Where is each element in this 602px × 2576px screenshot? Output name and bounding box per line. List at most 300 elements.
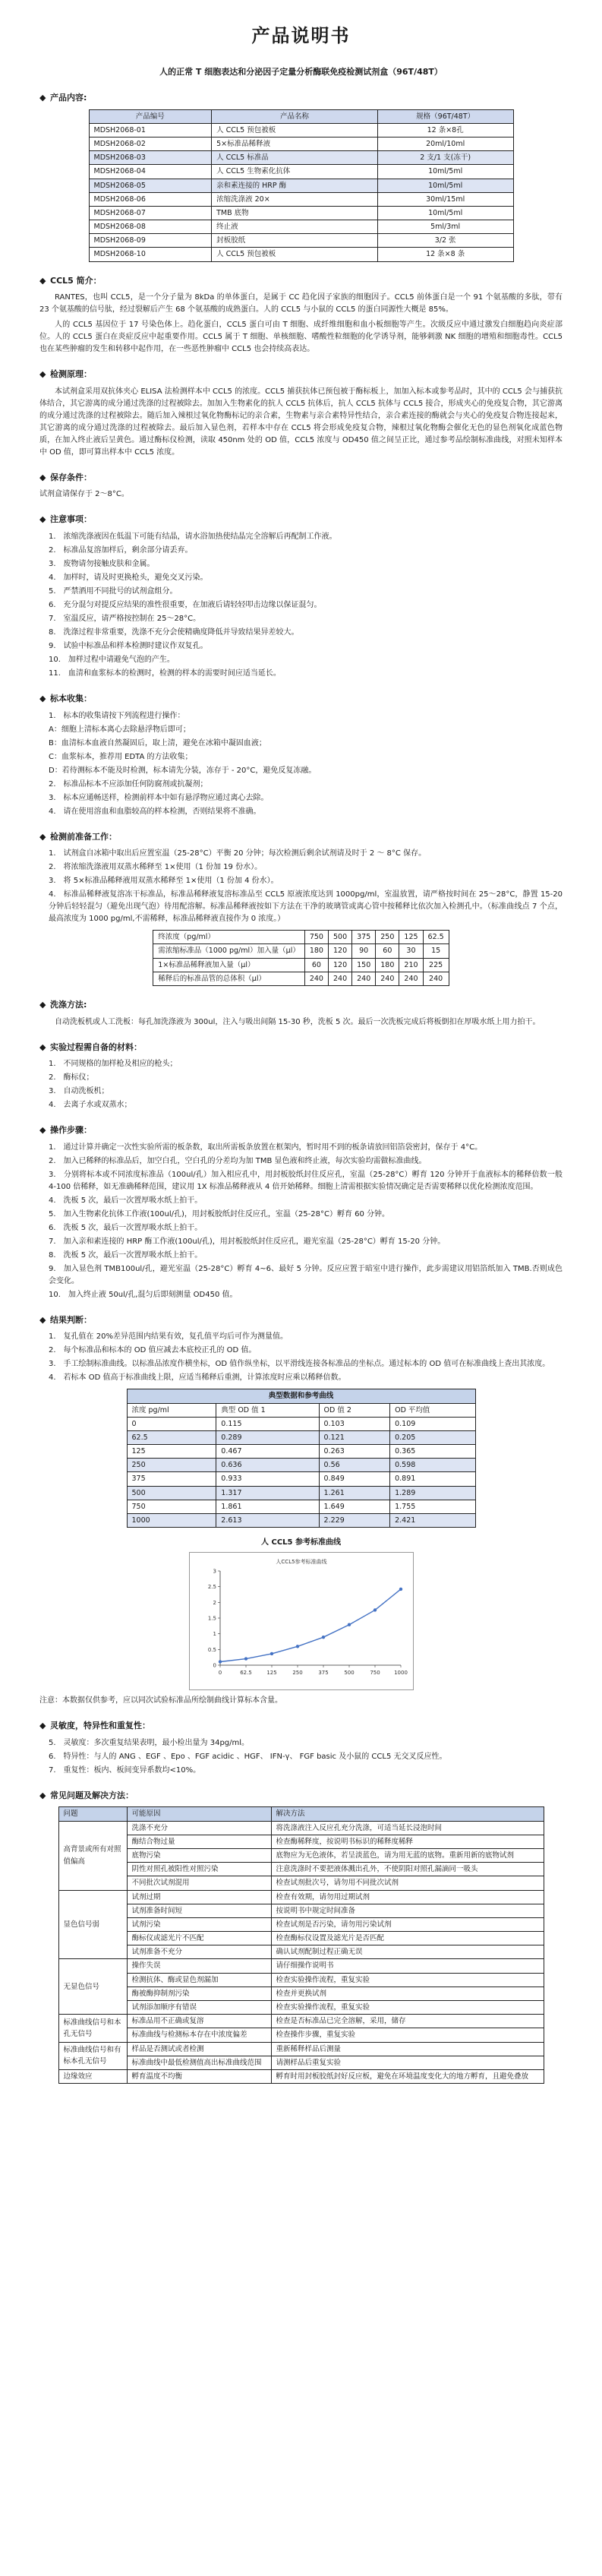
table-row	[127, 1430, 475, 1444]
table-header: 规格（96T/48T）	[377, 109, 513, 123]
intro-paragraph: RANTES，也叫 CCL5，是一个分子量为 8kDa 的单体蛋白，是属于 CC 趋化因子家族的细胞因子。CCL5 前体蛋白是一个 91 个氨基酸的多肽，带有 23 个氨基酸的信号肽，经过裂解后产生 68 个氨基酸的成熟蛋白。人的 CCL5 与小鼠的 CCL5 的蛋白同源性大概是 85%。	[39, 293, 563, 314]
list-item: 11. 血清和血浆标本的检测时，检测的样本的需要时间应适当延长。	[49, 669, 281, 678]
intro-heading: ◆ CCL5 简介：	[39, 274, 563, 288]
table-cell: 2 支/1 支(冻干)	[377, 151, 513, 165]
troubleshooting-table	[58, 1806, 544, 2084]
table-header: OD 值 2	[319, 1403, 390, 1417]
components-table	[89, 109, 514, 262]
table-cell: 225	[423, 958, 449, 972]
table-cell: 人 CCL5 标准品	[212, 151, 378, 165]
table-cell: 0.115	[216, 1417, 319, 1430]
table-cell: 0.289	[216, 1430, 319, 1444]
list-item: 3. 自动洗板机；	[49, 1087, 109, 1096]
diamond-bullet-icon: ◆	[39, 1125, 46, 1136]
table-row	[89, 234, 513, 248]
cautions-list	[39, 531, 563, 680]
cautions-heading: ◆ 注意事项：	[39, 513, 563, 526]
table-header: 750	[304, 931, 328, 944]
table-cell: 240	[352, 972, 376, 985]
list-item: 4. 去离子水或双蒸水；	[49, 1101, 132, 1110]
table-row	[127, 1486, 475, 1500]
storage-text: 试剂盒请保存于 2～8°C。	[39, 490, 129, 499]
specs-list	[39, 1737, 563, 1777]
sample-heading: ◆ 标本收集：	[39, 692, 563, 706]
table-row	[89, 179, 513, 192]
list-item: 9. 试验中标准品和样本检测时建议作双复孔。	[49, 642, 208, 651]
diamond-bullet-icon: ◆	[39, 1790, 46, 1800]
x-tick-label: 500	[343, 1670, 355, 1677]
table-cell: 240	[304, 972, 328, 985]
table-header: 浓度 pg/ml	[127, 1403, 216, 1417]
table-cell: 0.205	[390, 1430, 475, 1444]
table-header: 产品名称	[212, 109, 378, 123]
list-item: D：若待测标本不能及时检测，标本请先分装，冻存于 - 20°C，避免反复冻融。	[49, 766, 317, 775]
x-tick-label: 1000	[393, 1670, 408, 1677]
table-header: 解决方法	[271, 1807, 544, 1821]
solution-cell: 检查并更换试剂	[271, 1987, 544, 2000]
list-item: 2. 标准品复溶加样后，剩余部分请丢弃。	[49, 546, 193, 555]
standard-curve-figure	[39, 1537, 563, 1690]
table-header: 产品编号	[89, 109, 212, 123]
table-row	[58, 1890, 544, 1904]
table-row	[153, 958, 449, 972]
list-item: 3. 分别将标本或不同浓度标准品（100ul/孔）加入相应孔中，用封板胶纸封住反应孔，室温（25-28°C）孵育 120 分钟开于血液标本的稀释倍数一般 4-100 倍稀释，如无准确稀释范围，建议用 1X 标准品稀释液从 4 倍开始稀释。细胞上清需根据实验情况确定是否需要稀释以优化检测浓度范围。	[49, 1170, 563, 1191]
table-row	[89, 123, 513, 137]
list-item: 4. 洗板 5 次，最后一次置厚吸水纸上拍干。	[49, 1196, 203, 1205]
table-cell: 稀释后的标准品管的总体积（μl）	[153, 972, 305, 985]
problem-cell: 高背景或所有对照值偏高	[58, 1821, 127, 1890]
table-cell: 240	[399, 972, 423, 985]
table-row	[89, 192, 513, 206]
table-cell: MDSH2068-05	[89, 179, 212, 192]
list-item: 5. 灵敏度：多次重复结果表明，最小检出量为 34pg/ml。	[49, 1738, 250, 1747]
table-cell: MDSH2068-06	[89, 192, 212, 206]
table-cell: 20ml/10ml	[377, 137, 513, 150]
problem-cell: 无显色信号	[58, 1959, 127, 2015]
table-cell: 0.263	[319, 1445, 390, 1459]
table-cell: MDSH2068-04	[89, 165, 212, 179]
cause-cell: 试剂添加顺序有错误	[127, 2001, 271, 2015]
table-row	[58, 1876, 544, 1890]
table-row	[58, 1932, 544, 1945]
table-cell: 30	[399, 944, 423, 958]
solution-cell: 检查试剂批次号，请勿用不同批次试剂	[271, 1876, 544, 1890]
table-cell: 210	[399, 958, 423, 972]
list-item: 3. 将 5×标准品稀释液用双蒸水稀释至 1×使用（1 份加 4 份水）。	[49, 877, 279, 886]
y-tick-label: 1	[213, 1631, 216, 1638]
results-list	[39, 1331, 563, 1384]
table-cell: 120	[328, 958, 351, 972]
table-cell: 10ml/5ml	[377, 206, 513, 220]
x-tick-label: 250	[292, 1670, 303, 1677]
list-item: B：血清标本血液自然凝固后，取上清，避免在冰箱中凝固血液；	[49, 738, 266, 748]
list-item: 7. 重复性：板内、板间变异系数均<10%。	[49, 1765, 201, 1775]
y-tick-label: 3	[213, 1568, 216, 1575]
table-cell: 封板胶纸	[212, 234, 378, 248]
document-title: 产品说明书	[251, 25, 351, 46]
list-item: A：细胞上清标本离心去除悬浮物后即可；	[49, 725, 191, 734]
cause-cell: 试剂准备时间短	[127, 1904, 271, 1917]
table-cell: 2.229	[319, 1514, 390, 1528]
table-cell: 125	[127, 1445, 216, 1459]
wash-text: 自动洗板机或人工洗板：每孔加洗涤液为 300ul，注入与吸出间隔 15-30 秒，洗板 5 次。最后一次洗板完成后将板倒扣在厚吸水纸上用力拍干。	[55, 1017, 541, 1026]
table-cell: 0.636	[216, 1459, 319, 1472]
table-cell: 120	[328, 944, 351, 958]
dilution-table	[153, 930, 449, 986]
y-tick-label: 0	[213, 1662, 216, 1669]
problem-cell: 边缘效应	[58, 2069, 127, 2083]
solution-cell: 检查操作步骤，重复实验	[271, 2028, 544, 2042]
problem-cell: 显色信号弱	[58, 1890, 127, 1959]
list-item: 5. 加入生物素化抗体工作液(100ul/孔)，用封板胶纸封住反应孔，室温（25-28°C）孵育 60 分钟。	[49, 1209, 390, 1218]
list-item: 4. 若标本 OD 值高于标准曲线上限，应适当稀释后重测，计算浓度时应乘以稀释倍数。	[49, 1373, 346, 1383]
data-point	[347, 1623, 350, 1626]
diamond-bullet-icon: ◆	[39, 999, 46, 1010]
table-cell: 0.109	[390, 1417, 475, 1430]
table-cell: 1.289	[390, 1486, 475, 1500]
table-row	[58, 2042, 544, 2056]
table-row	[58, 2028, 544, 2042]
cause-cell: 检测抗体、酶或显色剂漏加	[127, 1973, 271, 1987]
cause-cell: 标准曲线与检测标本存在中浓度偏差	[127, 2028, 271, 2042]
table-cell: 3/2 张	[377, 234, 513, 248]
principle-heading: ◆ 检测原理：	[39, 368, 563, 381]
table-cell: 0.891	[390, 1472, 475, 1486]
list-item: 4. 标准品稀释液复溶冻干标准品，标准品稀释液复溶标准品至 CCL5 原液浓度达到 1000pg/ml，室温放置，请严格按时间在 25～28°C，静置 15-20 分钟后轻轻混匀（避免出现气泡）待用配溶解。标准品稀释液按如下方法在干净的玻璃管或离心管中按稀释比依次加入检测孔中。（标准曲线点 7 个点，最高浓度为 1000 pg/ml,不需稀释，标准品稀释液直接作为 0 浓度。）	[49, 890, 563, 924]
y-tick-label: 2.5	[207, 1584, 216, 1591]
table-row	[58, 2056, 544, 2069]
table-header: 典型 OD 值 1	[216, 1403, 319, 1417]
problem-cell: 标准曲线信号和有标本孔无信号	[58, 2042, 127, 2069]
table-cell: 0	[127, 1417, 216, 1430]
diamond-bullet-icon: ◆	[39, 369, 46, 380]
cause-cell: 操作失误	[127, 1959, 271, 1973]
solution-cell: 底物应为无色液体，若呈淡蓝色，请为用无蓝的底物。重新用新的底物试剂	[271, 1848, 544, 1862]
table-cell: 2.613	[216, 1514, 319, 1528]
table-cell: 90	[352, 944, 376, 958]
list-item: 4. 请在使用溶血和血脂较高的样本检测，否则结果将不准确。	[49, 807, 261, 816]
table-cell: 0.598	[390, 1459, 475, 1472]
table-cell: MDSH2068-08	[89, 220, 212, 234]
list-item: 1. 试剂盒自冰箱中取出后应置室温（25-28°C）平衡 20 分钟；每次检测后剩余试剂请及时于 2 ～ 8°C 保存。	[49, 849, 427, 858]
diamond-bullet-icon: ◆	[39, 1041, 46, 1052]
table-cell: 5×标准品稀释液	[212, 137, 378, 150]
list-item: 7. 室温反应，请严格按控制在 25～28°C。	[49, 615, 201, 624]
cause-cell: 阴性对照孔被阳性对照污染	[127, 1863, 271, 1876]
table-row	[58, 2001, 544, 2015]
table-row	[127, 1417, 475, 1430]
table-cell: 人 CCL5 预包被板	[212, 248, 378, 261]
cause-cell: 底物污染	[127, 1848, 271, 1862]
procedure-list	[39, 1142, 563, 1301]
table-cell: 亲和素连接的 HRP 酶	[212, 179, 378, 192]
table-cell: 1×标准品稀释液加入量（μl）	[153, 958, 305, 972]
table-cell: 15	[423, 944, 449, 958]
table-cell: 240	[328, 972, 351, 985]
table-row	[58, 1863, 544, 1876]
list-item: 2. 标准品标本不应添加任何防腐剂或抗凝剂；	[49, 779, 208, 789]
prep-heading: ◆ 检测前准备工作：	[39, 830, 563, 844]
table-cell: 终止液	[212, 220, 378, 234]
table-cell: 12 条×8 条	[377, 248, 513, 261]
list-item: 10. 加样过程中请避免气泡的产生。	[49, 656, 175, 665]
specs-heading: ◆ 灵敏度，特异性和重复性：	[39, 1719, 563, 1733]
sample-list	[39, 710, 563, 818]
solution-cell: 请仔细操作说明书	[271, 1959, 544, 1973]
x-tick-label: 375	[317, 1670, 329, 1677]
product-subtitle: 人的正常 T 细胞表达和分泌因子定量分析酶联免疫检测试剂盒（96T/48T）	[159, 67, 443, 77]
table-cell: 2.421	[390, 1514, 475, 1528]
x-tick-label: 750	[369, 1670, 380, 1677]
solution-cell: 检查实验操作流程，重复实验	[271, 2001, 544, 2015]
table-cell: 180	[304, 944, 328, 958]
cause-cell: 不同批次试剂混用	[127, 1876, 271, 1890]
wash-heading: ◆ 洗涤方法:	[39, 998, 563, 1012]
x-tick-label: 125	[266, 1670, 277, 1677]
chart-frame	[189, 1552, 414, 1690]
table-header: 375	[352, 931, 376, 944]
table-row	[58, 1904, 544, 1917]
data-point	[373, 1608, 376, 1611]
table-header: 问题	[58, 1807, 127, 1821]
table-cell: 30ml/15ml	[377, 192, 513, 206]
trouble-heading: ◆ 常见问题及解决方法：	[39, 1789, 563, 1803]
y-tick-label: 0.5	[207, 1647, 216, 1654]
table-header: OD 平均值	[390, 1403, 475, 1417]
table-row	[127, 1472, 475, 1486]
standard-curve-chart	[191, 1554, 411, 1683]
cause-cell: 酶标仪或滤光片不匹配	[127, 1932, 271, 1945]
table-cell: MDSH2068-03	[89, 151, 212, 165]
table-cell: 0.467	[216, 1445, 319, 1459]
table-cell: 0.933	[216, 1472, 319, 1486]
table-row	[89, 206, 513, 220]
table-cell: MDSH2068-09	[89, 234, 212, 248]
table-cell: 1.317	[216, 1486, 319, 1500]
solution-cell: 将洗涤液注入反应孔充分洗涤，可适当延长浸泡时间	[271, 1821, 544, 1835]
diamond-bullet-icon: ◆	[39, 514, 46, 525]
diamond-bullet-icon: ◆	[39, 472, 46, 482]
data-point	[218, 1660, 221, 1663]
solution-cell: 孵育时用封板胶纸封好反应板，避免在环境温度变化大的地方孵育，且避免叠放	[271, 2069, 544, 2083]
chart-note: 注意：本数据仅供参考，应以同次试验标准品所绘制曲线计算标本含量。	[39, 1696, 282, 1705]
list-item: 8. 洗涤过程非常重要，洗涤不充分会使精确度降低并导致结果异差较大。	[49, 628, 299, 637]
table-cell: 0.56	[319, 1459, 390, 1472]
diamond-bullet-icon: ◆	[39, 1721, 46, 1731]
table-row	[89, 220, 513, 234]
table-row	[58, 1987, 544, 2000]
storage-heading: ◆ 保存条件：	[39, 471, 563, 485]
solution-cell: 检查有效期，请勿用过期试剂	[271, 1890, 544, 1904]
table-cell: 10ml/5ml	[377, 179, 513, 192]
problem-cell: 标准曲线信号和本孔无信号	[58, 2015, 127, 2042]
table-row	[58, 1917, 544, 1931]
table-cell: 150	[352, 958, 376, 972]
table-row	[58, 1973, 544, 1987]
table-cell: 180	[376, 958, 399, 972]
data-point	[295, 1645, 298, 1648]
table-cell: 62.5	[127, 1430, 216, 1444]
table-row	[58, 1945, 544, 1959]
table-cell: 12 条×8孔	[377, 123, 513, 137]
table-cell: 0.121	[319, 1430, 390, 1444]
table-caption: 典型数据和参考曲线	[127, 1389, 475, 1403]
list-item: 10. 加入终止液 50ul/孔,混匀后即刻测量 OD450 值。	[49, 1290, 238, 1299]
table-cell: 1000	[127, 1514, 216, 1528]
table-row	[127, 1500, 475, 1513]
table-header: 终浓度（pg/ml）	[153, 931, 305, 944]
cause-cell: 酶结合物过量	[127, 1835, 271, 1848]
table-row	[58, 1959, 544, 1973]
diamond-bullet-icon: ◆	[39, 1314, 46, 1325]
cause-cell: 标准品用不正确或复溶	[127, 2015, 271, 2028]
table-row	[58, 1848, 544, 1862]
list-item: 9. 加入显色剂 TMB100ul/孔，避光室温（25-28°C）孵育 4~6、最好 5 分钟。反应应置于暗室中进行操作，此步需建议用铝箔纸加入 TMB.否则成色会变化。	[49, 1264, 563, 1285]
table-row	[127, 1514, 475, 1528]
table-cell: 240	[376, 972, 399, 985]
list-item: C：血浆标本，推荐用 EDTA 的方法收集；	[49, 752, 193, 761]
results-heading: ◆ 结果判断：	[39, 1313, 563, 1327]
table-cell: 0.849	[319, 1472, 390, 1486]
series-line	[220, 1589, 401, 1662]
solution-cell: 检查酶标仪设置及滤光片是否匹配	[271, 1932, 544, 1945]
solution-cell: 检查酶稀释度，按说明书标识的稀释度稀释	[271, 1835, 544, 1848]
table-cell: MDSH2068-07	[89, 206, 212, 220]
table-cell: 1.755	[390, 1500, 475, 1513]
table-cell: 5ml/3ml	[377, 220, 513, 234]
table-row	[89, 137, 513, 150]
list-item: 3. 标本应通畅送样，检测前样本中如有悬浮物应通过离心去除。	[49, 793, 269, 802]
data-point	[321, 1636, 324, 1639]
x-tick-label: 62.5	[239, 1670, 252, 1677]
table-cell: 1.861	[216, 1500, 319, 1513]
data-point	[399, 1588, 402, 1591]
list-item: 2. 加入已稀释的标准品后，加空白孔，空白孔的分差均为加 TMB 显色液和终止液，每次实验均需做标准曲线。	[49, 1156, 427, 1165]
table-cell: MDSH2068-10	[89, 248, 212, 261]
list-item: 1. 通过计算并确定一次性实验所需的板条数，取出所需板条放置在框架内，暂时用不到的板条请放回铝箔袋密封，保存于 4°C。	[49, 1143, 483, 1152]
table-row	[58, 1835, 544, 1848]
cause-cell: 试剂准备不充分	[127, 1945, 271, 1959]
cause-cell: 标准曲线中最低检测值高出标准曲线范围	[127, 2056, 271, 2069]
table-cell: 1.649	[319, 1500, 390, 1513]
table-row	[58, 2015, 544, 2028]
diamond-bullet-icon: ◆	[39, 275, 46, 286]
diamond-bullet-icon: ◆	[39, 831, 46, 842]
solution-cell: 注意洗涤时不要把液体溅出孔外，不使阴阳对照孔漏滴同一吸头	[271, 1863, 544, 1876]
table-row	[127, 1445, 475, 1459]
list-item: 3. 废物请勿接触皮肤和金属。	[49, 560, 155, 569]
list-item: 2. 酶标仪；	[49, 1073, 94, 1083]
table-row	[58, 2069, 544, 2083]
table-cell: 人 CCL5 预包被板	[212, 123, 378, 137]
table-row	[153, 944, 449, 958]
table-row	[127, 1459, 475, 1472]
list-item: 4. 加样时，请及时更换枪头，避免交叉污染。	[49, 574, 208, 583]
standard-data-table	[127, 1389, 476, 1528]
solution-cell: 检查试剂是否污染，请勿用污染试剂	[271, 1917, 544, 1931]
materials-heading: ◆ 实验过程需自备的材料：	[39, 1041, 563, 1054]
solution-cell: 确认试剂配制过程正确无误	[271, 1945, 544, 1959]
list-item: 1. 复孔值在 20%差异范围内结果有效，复孔值平均后可作为测量值。	[49, 1332, 288, 1342]
solution-cell: 请测样品后重复实验	[271, 2056, 544, 2069]
table-row	[153, 972, 449, 985]
table-row	[89, 248, 513, 261]
cause-cell: 酶被酶抑制剂污染	[127, 1987, 271, 2000]
table-cell: 10ml/5ml	[377, 165, 513, 179]
list-item: 7. 加入亲和素连接的 HRP 酶工作液(100ul/孔)，用封板胶纸封住反应孔，避光室温（25-28°C）孵育 15-20 分钟。	[49, 1237, 446, 1246]
list-item: 3. 手工绘制标准曲线。以标准品浓度作横坐标，OD 值作纵坐标，以平滑线连接各标准品的坐标点。通过标本的 OD 值可在标准曲线上查出其浓度。	[49, 1360, 550, 1369]
list-item: 2. 将浓缩洗涤液用双蒸水稀释至 1×使用（1 份加 19 份水）。	[49, 863, 263, 872]
list-item: 2. 每个标准品和标本的 OD 值应减去本底校正孔的 OD 值。	[49, 1346, 257, 1355]
solution-cell: 按说明书中规定时间准备	[271, 1904, 544, 1917]
solution-cell: 检查是否标准品已完全溶解，采用，储存	[271, 2015, 544, 2028]
table-header: 可能原因	[127, 1807, 271, 1821]
table-row	[89, 165, 513, 179]
diamond-bullet-icon: ◆	[39, 694, 46, 704]
list-item: 6. 特异性：与人的 ANG 、EGF 、Epo 、FGF acidic 、HGF、 IFN-γ、 FGF basic 及小鼠的 CCL5 无交叉反应性。	[49, 1752, 447, 1761]
list-item: 1. 浓缩洗涤液因在低温下可能有结晶，请水浴加热使结晶完全溶解后再配制工作液。	[49, 533, 337, 542]
list-item: 8. 洗板 5 次，最后一次置厚吸水纸上拍干。	[49, 1250, 203, 1260]
cause-cell: 孵育温度不均衡	[127, 2069, 271, 2083]
data-point	[244, 1658, 247, 1661]
list-item: 1. 不同规格的加样枪及相应的枪头；	[49, 1060, 178, 1069]
table-cell: 0.103	[319, 1417, 390, 1430]
table-cell: 750	[127, 1500, 216, 1513]
table-header: 250	[376, 931, 399, 944]
chart-inner-title: 人CCL5参考标准曲线	[275, 1559, 327, 1566]
table-cell: 浓缩洗涤液 20×	[212, 192, 378, 206]
table-header: 500	[328, 931, 351, 944]
components-heading: ◆ 产品内容:	[39, 91, 563, 105]
diamond-bullet-icon: ◆	[39, 92, 46, 103]
prep-list	[39, 848, 563, 925]
table-cell: 500	[127, 1486, 216, 1500]
table-cell: 人 CCL5 生物素化抗体	[212, 165, 378, 179]
table-cell: 0.365	[390, 1445, 475, 1459]
list-item: 5. 严禁酒用不同批号的试剂盒组分。	[49, 587, 178, 596]
table-cell: 60	[376, 944, 399, 958]
intro-paragraph: 人的 CCL5 基因位于 17 号染色体上。趋化蛋白，CCL5 蛋白可由 T 细胞、成纤维细胞和血小板细胞等产生。次级反应中通过激发白细胞趋向炎症部位。人的 CCL5 蛋白在炎症反应中起重要作用。CCL5 属于 T 细胞、单核细胞、嗜酸性粒细胞的化学诱导剂，能够刺激 NK 细胞的增殖和细胞毒性。CCL5 也在某些肿瘤的发生和转移中起作用，在一些恶性肿瘤中 CCL5 也会持续高表达。	[39, 321, 563, 354]
table-row	[58, 1821, 544, 1835]
y-tick-label: 2	[213, 1600, 216, 1607]
cause-cell: 洗涤不充分	[127, 1821, 271, 1835]
list-item: 6. 充分混匀对提反应结果的准性很重要，在加液后请轻轻叩击边缘以保证混匀。	[49, 601, 322, 610]
table-cell: TMB 底物	[212, 206, 378, 220]
table-header: 125	[399, 931, 423, 944]
table-cell: 240	[423, 972, 449, 985]
table-cell: 250	[127, 1459, 216, 1472]
list-item: 1. 标本的收集请按下列流程进行操作：	[49, 711, 185, 720]
cause-cell: 样品是否测试或者检测	[127, 2042, 271, 2056]
chart-title: 人 CCL5 参考标准曲线	[261, 1538, 341, 1547]
x-tick-label: 0	[218, 1670, 222, 1677]
list-item: 6. 洗板 5 次，最后一次置厚吸水纸上拍干。	[49, 1223, 203, 1232]
table-cell: 需浓缩标准品（1000 pg/ml）加入量（μl）	[153, 944, 305, 958]
cause-cell: 试剂污染	[127, 1917, 271, 1931]
y-tick-label: 1.5	[207, 1615, 216, 1622]
table-cell: MDSH2068-02	[89, 137, 212, 150]
table-cell: 1.261	[319, 1486, 390, 1500]
table-header: 62.5	[423, 931, 449, 944]
solution-cell: 检查实验操作流程，重复实验	[271, 1973, 544, 1987]
cause-cell: 试剂过期	[127, 1890, 271, 1904]
table-cell: 60	[304, 958, 328, 972]
table-cell: 375	[127, 1472, 216, 1486]
data-point	[269, 1652, 273, 1655]
table-row	[89, 151, 513, 165]
procedure-heading: ◆ 操作步骤：	[39, 1124, 563, 1137]
table-cell: MDSH2068-01	[89, 123, 212, 137]
